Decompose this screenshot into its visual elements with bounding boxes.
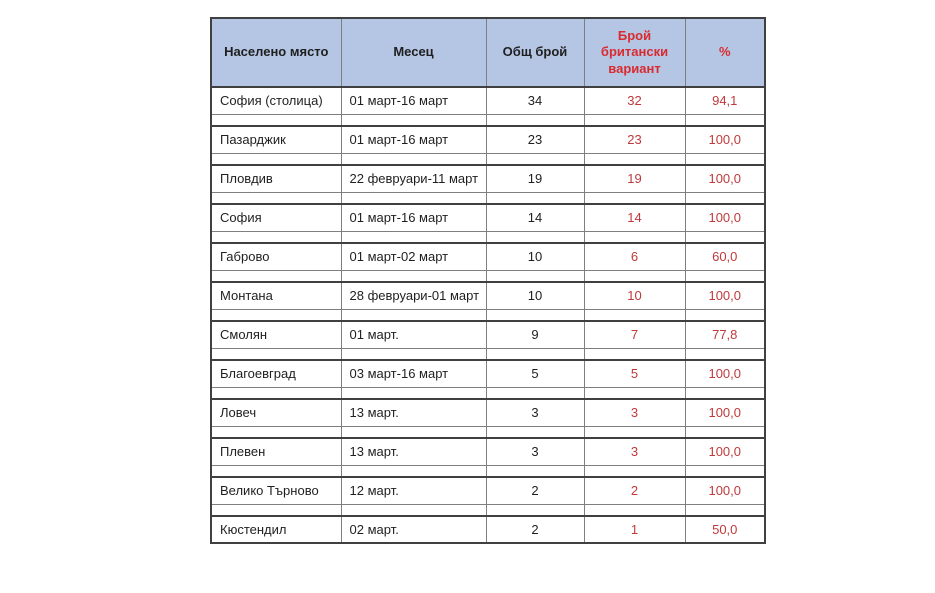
spacer-cell bbox=[211, 348, 341, 360]
spacer-cell bbox=[685, 270, 765, 282]
cell-month: 01 март. bbox=[341, 321, 486, 348]
spacer-row bbox=[211, 231, 765, 243]
cell-month: 03 март-16 март bbox=[341, 360, 486, 387]
cell-settlement: Благоевград bbox=[211, 360, 341, 387]
spacer-row bbox=[211, 426, 765, 438]
cell-percent: 100,0 bbox=[685, 204, 765, 231]
spacer-cell bbox=[341, 387, 486, 399]
table-row bbox=[211, 477, 765, 504]
cell-total-count: 14 bbox=[486, 204, 584, 231]
spacer-cell bbox=[211, 192, 341, 204]
spacer-cell bbox=[685, 465, 765, 477]
spacer-cell bbox=[584, 465, 685, 477]
cell-settlement: Габрово bbox=[211, 243, 341, 270]
table-header bbox=[211, 18, 765, 87]
variant-table-wrap bbox=[210, 17, 766, 544]
cell-percent: 77,8 bbox=[685, 321, 765, 348]
spacer-cell bbox=[486, 348, 584, 360]
spacer-row bbox=[211, 192, 765, 204]
col-header-settlement: Населено място bbox=[211, 18, 341, 87]
spacer-row bbox=[211, 270, 765, 282]
spacer-cell bbox=[486, 114, 584, 126]
spacer-cell bbox=[685, 231, 765, 243]
cell-month: 13 март. bbox=[341, 399, 486, 426]
cell-month: 01 март-16 март bbox=[341, 87, 486, 114]
spacer-cell bbox=[685, 114, 765, 126]
spacer-cell bbox=[685, 504, 765, 516]
cell-percent: 60,0 bbox=[685, 243, 765, 270]
cell-british-variant-count: 19 bbox=[584, 165, 685, 192]
spacer-cell bbox=[341, 348, 486, 360]
spacer-cell bbox=[341, 153, 486, 165]
cell-month: 28 февруари-01 март bbox=[341, 282, 486, 309]
cell-total-count: 9 bbox=[486, 321, 584, 348]
spacer-cell bbox=[685, 387, 765, 399]
cell-total-count: 5 bbox=[486, 360, 584, 387]
spacer-row bbox=[211, 114, 765, 126]
table-row bbox=[211, 126, 765, 153]
cell-british-variant-count: 3 bbox=[584, 399, 685, 426]
col-header-total-count: Общ брой bbox=[486, 18, 584, 87]
cell-total-count: 2 bbox=[486, 516, 584, 543]
cell-british-variant-count: 7 bbox=[584, 321, 685, 348]
table-row bbox=[211, 87, 765, 114]
cell-percent: 100,0 bbox=[685, 282, 765, 309]
spacer-cell bbox=[341, 114, 486, 126]
spacer-cell bbox=[211, 426, 341, 438]
table-row bbox=[211, 399, 765, 426]
spacer-cell bbox=[341, 309, 486, 321]
cell-total-count: 19 bbox=[486, 165, 584, 192]
cell-total-count: 10 bbox=[486, 282, 584, 309]
cell-settlement: Ловеч bbox=[211, 399, 341, 426]
spacer-cell bbox=[685, 153, 765, 165]
cell-british-variant-count: 3 bbox=[584, 438, 685, 465]
spacer-cell bbox=[341, 465, 486, 477]
cell-settlement: Пловдив bbox=[211, 165, 341, 192]
spacer-row bbox=[211, 309, 765, 321]
col-header-percent: % bbox=[685, 18, 765, 87]
spacer-cell bbox=[584, 114, 685, 126]
cell-percent: 100,0 bbox=[685, 165, 765, 192]
cell-percent: 100,0 bbox=[685, 399, 765, 426]
cell-british-variant-count: 23 bbox=[584, 126, 685, 153]
cell-settlement: Смолян bbox=[211, 321, 341, 348]
table-row bbox=[211, 282, 765, 309]
spacer-cell bbox=[211, 504, 341, 516]
table-row bbox=[211, 438, 765, 465]
spacer-cell bbox=[341, 192, 486, 204]
spacer-cell bbox=[584, 348, 685, 360]
spacer-cell bbox=[211, 153, 341, 165]
cell-percent: 94,1 bbox=[685, 87, 765, 114]
cell-total-count: 23 bbox=[486, 126, 584, 153]
spacer-cell bbox=[584, 270, 685, 282]
cell-month: 01 март-02 март bbox=[341, 243, 486, 270]
table-row bbox=[211, 243, 765, 270]
spacer-cell bbox=[211, 114, 341, 126]
spacer-cell bbox=[211, 309, 341, 321]
cell-settlement: Пазарджик bbox=[211, 126, 341, 153]
col-header-month: Месец bbox=[341, 18, 486, 87]
spacer-row bbox=[211, 504, 765, 516]
spacer-cell bbox=[211, 270, 341, 282]
spacer-cell bbox=[584, 426, 685, 438]
table-row bbox=[211, 165, 765, 192]
cell-settlement: Велико Търново bbox=[211, 477, 341, 504]
spacer-cell bbox=[341, 231, 486, 243]
spacer-cell bbox=[584, 387, 685, 399]
table-row bbox=[211, 516, 765, 543]
spacer-cell bbox=[584, 192, 685, 204]
cell-month: 01 март-16 март bbox=[341, 126, 486, 153]
cell-settlement: Кюстендил bbox=[211, 516, 341, 543]
spacer-cell bbox=[341, 270, 486, 282]
cell-settlement: София bbox=[211, 204, 341, 231]
table-body bbox=[211, 87, 765, 543]
cell-total-count: 2 bbox=[486, 477, 584, 504]
spacer-row bbox=[211, 153, 765, 165]
cell-settlement: Плевен bbox=[211, 438, 341, 465]
table-row bbox=[211, 204, 765, 231]
spacer-cell bbox=[486, 192, 584, 204]
spacer-cell bbox=[486, 504, 584, 516]
cell-percent: 100,0 bbox=[685, 360, 765, 387]
cell-settlement: София (столица) bbox=[211, 87, 341, 114]
cell-british-variant-count: 10 bbox=[584, 282, 685, 309]
spacer-cell bbox=[341, 504, 486, 516]
spacer-cell bbox=[584, 504, 685, 516]
spacer-cell bbox=[685, 192, 765, 204]
cell-percent: 100,0 bbox=[685, 126, 765, 153]
table-row bbox=[211, 360, 765, 387]
spacer-cell bbox=[486, 387, 584, 399]
spacer-cell bbox=[211, 231, 341, 243]
table-row bbox=[211, 321, 765, 348]
spacer-cell bbox=[211, 465, 341, 477]
spacer-cell bbox=[486, 426, 584, 438]
header-row bbox=[211, 18, 765, 87]
cell-british-variant-count: 14 bbox=[584, 204, 685, 231]
col-header-british-variant-count: Брой британски вариант bbox=[584, 18, 685, 87]
spacer-cell bbox=[486, 270, 584, 282]
cell-percent: 100,0 bbox=[685, 438, 765, 465]
cell-percent: 100,0 bbox=[685, 477, 765, 504]
spacer-row bbox=[211, 465, 765, 477]
cell-british-variant-count: 1 bbox=[584, 516, 685, 543]
cell-british-variant-count: 2 bbox=[584, 477, 685, 504]
spacer-cell bbox=[211, 387, 341, 399]
spacer-cell bbox=[486, 153, 584, 165]
cell-settlement: Монтана bbox=[211, 282, 341, 309]
cell-british-variant-count: 5 bbox=[584, 360, 685, 387]
cell-total-count: 34 bbox=[486, 87, 584, 114]
cell-month: 02 март. bbox=[341, 516, 486, 543]
spacer-cell bbox=[486, 309, 584, 321]
cell-total-count: 10 bbox=[486, 243, 584, 270]
data-table bbox=[210, 17, 766, 544]
cell-total-count: 3 bbox=[486, 399, 584, 426]
cell-month: 12 март. bbox=[341, 477, 486, 504]
cell-month: 01 март-16 март bbox=[341, 204, 486, 231]
spacer-cell bbox=[486, 465, 584, 477]
spacer-cell bbox=[584, 153, 685, 165]
cell-total-count: 3 bbox=[486, 438, 584, 465]
spacer-cell bbox=[584, 309, 685, 321]
spacer-cell bbox=[685, 309, 765, 321]
spacer-cell bbox=[584, 231, 685, 243]
spacer-cell bbox=[685, 426, 765, 438]
cell-percent: 50,0 bbox=[685, 516, 765, 543]
cell-british-variant-count: 6 bbox=[584, 243, 685, 270]
cell-month: 22 февруари-11 март bbox=[341, 165, 486, 192]
spacer-cell bbox=[341, 426, 486, 438]
spacer-cell bbox=[685, 348, 765, 360]
spacer-row bbox=[211, 387, 765, 399]
cell-british-variant-count: 32 bbox=[584, 87, 685, 114]
spacer-cell bbox=[486, 231, 584, 243]
cell-month: 13 март. bbox=[341, 438, 486, 465]
spacer-row bbox=[211, 348, 765, 360]
